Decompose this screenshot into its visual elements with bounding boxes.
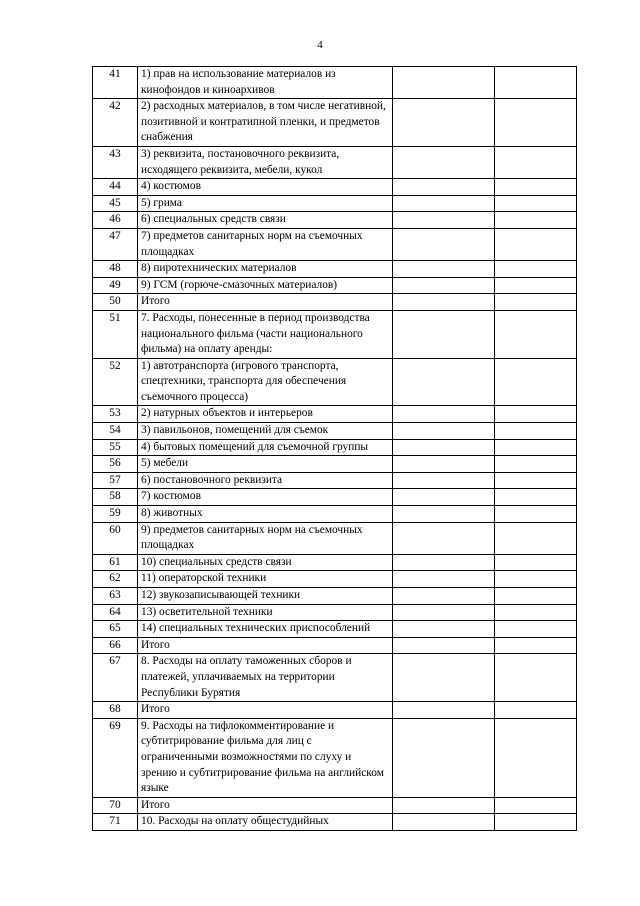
- table-row: [93, 277, 577, 294]
- empty-cell: [393, 212, 495, 229]
- row-description: 14) специальных технических приспособлений: [138, 621, 393, 638]
- row-number: 70: [93, 797, 138, 814]
- row-description: 5) мебели: [138, 456, 393, 473]
- empty-cell: [495, 702, 577, 719]
- budget-table-body: [93, 67, 577, 831]
- row-number: 58: [93, 489, 138, 506]
- empty-cell: [495, 423, 577, 440]
- row-number: 52: [93, 358, 138, 406]
- row-description: 3) реквизита, постановочного реквизита, исходящего реквизита, мебели, кукол: [138, 146, 393, 178]
- row-number: 64: [93, 604, 138, 621]
- empty-cell: [495, 797, 577, 814]
- row-number: 65: [93, 621, 138, 638]
- row-description: 12) звукозаписывающей техники: [138, 588, 393, 605]
- row-number: 47: [93, 228, 138, 260]
- empty-cell: [393, 277, 495, 294]
- table-row: [93, 99, 577, 147]
- empty-cell: [393, 718, 495, 797]
- row-description: Итого: [138, 637, 393, 654]
- empty-cell: [393, 472, 495, 489]
- empty-cell: [495, 195, 577, 212]
- empty-cell: [393, 814, 495, 831]
- row-description: 8) пиротехнических материалов: [138, 261, 393, 278]
- empty-cell: [393, 654, 495, 702]
- table-row: [93, 195, 577, 212]
- row-number: 59: [93, 506, 138, 523]
- row-number: 50: [93, 294, 138, 311]
- row-number: 45: [93, 195, 138, 212]
- budget-table: [92, 66, 577, 831]
- table-row: [93, 797, 577, 814]
- empty-cell: [393, 179, 495, 196]
- row-description: Итого: [138, 797, 393, 814]
- row-number: 63: [93, 588, 138, 605]
- row-description: Итого: [138, 702, 393, 719]
- empty-cell: [393, 146, 495, 178]
- row-number: 56: [93, 456, 138, 473]
- row-description: 6) специальных средств связи: [138, 212, 393, 229]
- row-number: 43: [93, 146, 138, 178]
- table-row: [93, 637, 577, 654]
- row-number: 68: [93, 702, 138, 719]
- empty-cell: [495, 99, 577, 147]
- empty-cell: [495, 604, 577, 621]
- row-number: 46: [93, 212, 138, 229]
- row-number: 71: [93, 814, 138, 831]
- row-number: 42: [93, 99, 138, 147]
- table-row: [93, 146, 577, 178]
- row-description: 1) автотранспорта (игрового транспорта, спецтехники, транспорта для обеспечения съемочного процесса): [138, 358, 393, 406]
- empty-cell: [393, 571, 495, 588]
- empty-cell: [495, 212, 577, 229]
- row-description: 10) специальных средств связи: [138, 554, 393, 571]
- table-row: [93, 439, 577, 456]
- empty-cell: [495, 571, 577, 588]
- empty-cell: [495, 406, 577, 423]
- row-number: 53: [93, 406, 138, 423]
- row-description: 10. Расходы на оплату общестудийных: [138, 814, 393, 831]
- row-number: 57: [93, 472, 138, 489]
- row-description: 8. Расходы на оплату таможенных сборов и платежей, уплачиваемых на территории Республики Бурятия: [138, 654, 393, 702]
- row-number: 54: [93, 423, 138, 440]
- row-number: 61: [93, 554, 138, 571]
- empty-cell: [393, 294, 495, 311]
- row-description: 7) костюмов: [138, 489, 393, 506]
- empty-cell: [393, 456, 495, 473]
- empty-cell: [495, 621, 577, 638]
- table-row: [93, 294, 577, 311]
- empty-cell: [495, 472, 577, 489]
- row-description: 9) предметов санитарных норм на съемочных площадках: [138, 522, 393, 554]
- empty-cell: [393, 506, 495, 523]
- row-description: 13) осветительной техники: [138, 604, 393, 621]
- table-row: [93, 261, 577, 278]
- empty-cell: [495, 814, 577, 831]
- empty-cell: [495, 718, 577, 797]
- empty-cell: [495, 554, 577, 571]
- empty-cell: [495, 588, 577, 605]
- row-description: 9) ГСМ (горюче-смазочных материалов): [138, 277, 393, 294]
- row-description: 11) операторской техники: [138, 571, 393, 588]
- empty-cell: [393, 195, 495, 212]
- table-row: [93, 718, 577, 797]
- empty-cell: [393, 261, 495, 278]
- row-number: 69: [93, 718, 138, 797]
- empty-cell: [495, 67, 577, 99]
- row-description: 2) расходных материалов, в том числе негативной, позитивной и контратипной пленки, и предметов снабжения: [138, 99, 393, 147]
- table-row: [93, 506, 577, 523]
- row-number: 41: [93, 67, 138, 99]
- empty-cell: [495, 489, 577, 506]
- table-row: [93, 604, 577, 621]
- table-row: [93, 456, 577, 473]
- empty-cell: [393, 554, 495, 571]
- table-row: [93, 358, 577, 406]
- row-description: 9. Расходы на тифлокомментирование и субтитрирование фильма для лиц с ограниченными возможностями по слуху и зрению и субтитрирование фильма на английском языке: [138, 718, 393, 797]
- row-description: 2) натурных объектов и интерьеров: [138, 406, 393, 423]
- row-description: 8) животных: [138, 506, 393, 523]
- table-row: [93, 621, 577, 638]
- empty-cell: [495, 228, 577, 260]
- row-number: 44: [93, 179, 138, 196]
- empty-cell: [393, 797, 495, 814]
- empty-cell: [393, 637, 495, 654]
- empty-cell: [495, 522, 577, 554]
- empty-cell: [393, 439, 495, 456]
- table-row: [93, 522, 577, 554]
- empty-cell: [393, 423, 495, 440]
- empty-cell: [393, 522, 495, 554]
- empty-cell: [393, 406, 495, 423]
- table-row: [93, 472, 577, 489]
- table-row: [93, 702, 577, 719]
- table-row: [93, 228, 577, 260]
- empty-cell: [393, 67, 495, 99]
- row-description: 5) грима: [138, 195, 393, 212]
- table-row: [93, 179, 577, 196]
- table-row: [93, 406, 577, 423]
- table-row: [93, 310, 577, 358]
- row-number: 49: [93, 277, 138, 294]
- row-description: 3) павильонов, помещений для съемок: [138, 423, 393, 440]
- row-description: 4) костюмов: [138, 179, 393, 196]
- row-description: 7. Расходы, понесенные в период производства национального фильма (части национального фильма) на оплату аренды:: [138, 310, 393, 358]
- table-row: [93, 489, 577, 506]
- table-row: [93, 423, 577, 440]
- empty-cell: [495, 358, 577, 406]
- table-row: [93, 554, 577, 571]
- empty-cell: [393, 489, 495, 506]
- empty-cell: [495, 294, 577, 311]
- row-description: Итого: [138, 294, 393, 311]
- empty-cell: [495, 456, 577, 473]
- table-row: [93, 588, 577, 605]
- empty-cell: [495, 179, 577, 196]
- row-number: 62: [93, 571, 138, 588]
- table-row: [93, 212, 577, 229]
- empty-cell: [393, 358, 495, 406]
- row-number: 67: [93, 654, 138, 702]
- row-description: 6) постановочного реквизита: [138, 472, 393, 489]
- empty-cell: [495, 654, 577, 702]
- page-number: 4: [317, 39, 323, 51]
- empty-cell: [495, 637, 577, 654]
- table-row: [93, 67, 577, 99]
- row-number: 48: [93, 261, 138, 278]
- table-row: [93, 814, 577, 831]
- row-number: 66: [93, 637, 138, 654]
- empty-cell: [495, 261, 577, 278]
- row-number: 55: [93, 439, 138, 456]
- empty-cell: [393, 228, 495, 260]
- empty-cell: [393, 621, 495, 638]
- empty-cell: [393, 588, 495, 605]
- empty-cell: [393, 702, 495, 719]
- table-row: [93, 654, 577, 702]
- empty-cell: [393, 310, 495, 358]
- row-number: 51: [93, 310, 138, 358]
- table-row: [93, 571, 577, 588]
- empty-cell: [495, 439, 577, 456]
- empty-cell: [495, 277, 577, 294]
- row-number: 60: [93, 522, 138, 554]
- empty-cell: [393, 99, 495, 147]
- empty-cell: [495, 506, 577, 523]
- row-description: 4) бытовых помещений для съемочной группы: [138, 439, 393, 456]
- row-description: 7) предметов санитарных норм на съемочных площадках: [138, 228, 393, 260]
- empty-cell: [495, 146, 577, 178]
- row-description: 1) прав на использование материалов из кинофондов и киноархивов: [138, 67, 393, 99]
- empty-cell: [495, 310, 577, 358]
- empty-cell: [393, 604, 495, 621]
